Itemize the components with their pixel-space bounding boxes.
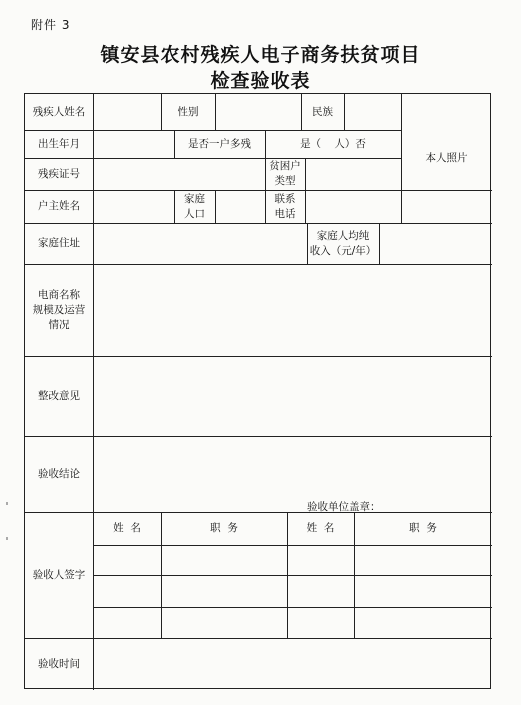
name-label: 残疾人姓名 (32, 105, 86, 118)
column-divider (379, 223, 380, 264)
ecommerce-label: 电商名称 规模及运营 情况 (32, 288, 86, 331)
column-divider (305, 190, 306, 223)
sig-name-header-2: 姓 名 (306, 522, 335, 534)
sig-position-header-2: 职 务 (409, 522, 437, 534)
sig-name-header-1: 姓 名 (113, 522, 141, 534)
certificate-label: 残疾证号 (38, 167, 80, 180)
inspection-form-table (24, 93, 491, 689)
gender-label: 性别 (177, 105, 199, 118)
column-divider (305, 158, 306, 190)
row-divider (25, 223, 492, 224)
attachment-label: 附件 3 (31, 18, 71, 32)
poverty-type-label: 贫困户 类型 (269, 160, 301, 187)
head-name-label: 户主姓名 (38, 200, 80, 212)
photo-area: 本人照片 (425, 152, 468, 164)
household-size-label: 家庭 人口 (184, 192, 205, 220)
time-label: 验收时间 (38, 657, 80, 670)
signature-label: 验收人签字 (32, 568, 86, 581)
conclusion-label: 验收结论 (38, 467, 80, 480)
income-label: 家庭人均纯 收入（元/年） (309, 229, 377, 257)
address-label: 家庭住址 (38, 237, 80, 249)
phone-label: 联系 电话 (274, 192, 296, 220)
column-divider (215, 94, 216, 130)
birth-label: 出生年月 (38, 137, 80, 150)
rectification-label: 整改意见 (38, 389, 80, 402)
row-divider (93, 575, 492, 576)
row-divider (25, 436, 492, 437)
column-divider (93, 94, 94, 690)
row-divider (93, 607, 492, 608)
column-divider (344, 94, 345, 130)
row-divider (25, 264, 492, 265)
margin-mark (6, 537, 8, 540)
sig-position-header-1: 职 务 (210, 522, 238, 534)
form-title: 镇安县农村残疾人电子商务扶贫项目 (100, 44, 421, 66)
row-divider (25, 638, 492, 639)
stamp-label: 验收单位盖章： (307, 501, 381, 513)
row-divider (93, 545, 492, 546)
row-divider (25, 356, 492, 357)
margin-mark (6, 502, 8, 505)
multi-disabled-value: 是（ 人）否 (300, 137, 366, 150)
column-divider (215, 190, 216, 223)
multi-disabled-label: 是否一户多残 (188, 137, 251, 150)
form-subtitle: 检查验收表 (210, 70, 311, 92)
ethnicity-label: 民族 (312, 105, 333, 118)
